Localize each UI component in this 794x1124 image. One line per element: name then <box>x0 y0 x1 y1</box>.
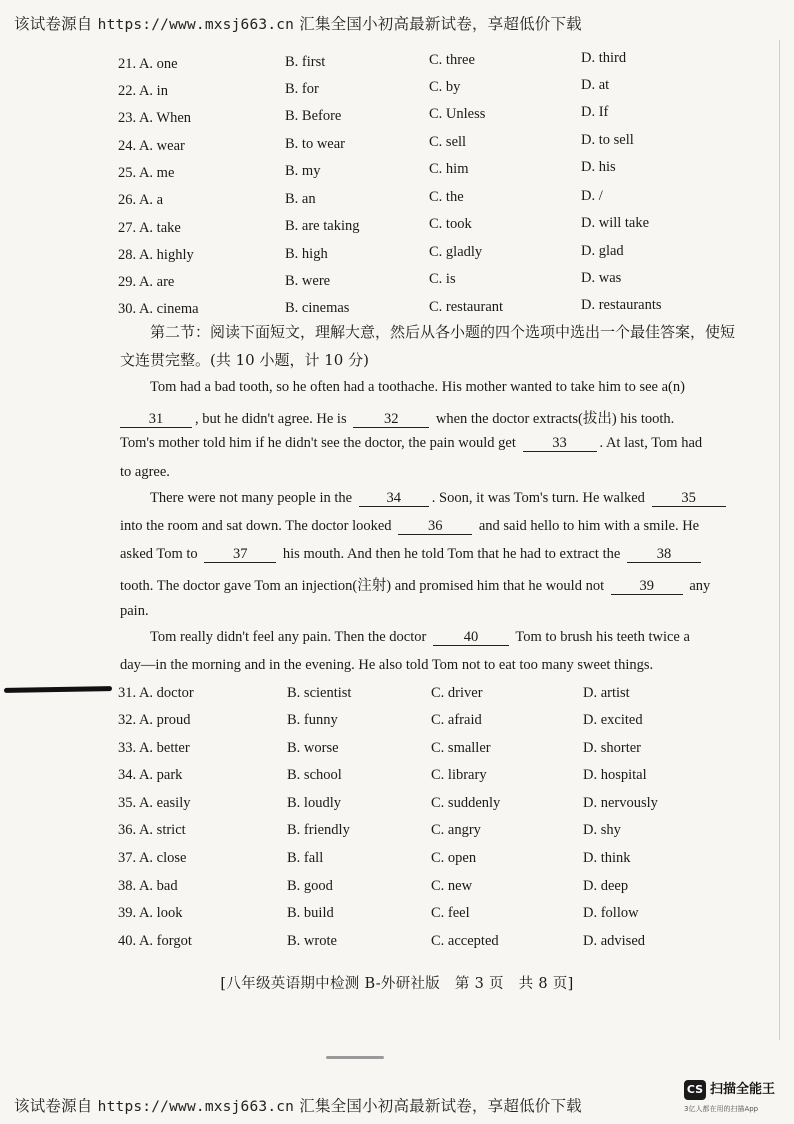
passage-text: . At last, Tom had <box>599 435 703 451</box>
watermark-suffix: 汇集全国小初高最新试卷，享超低价下载 <box>299 15 582 33</box>
option-row <box>0 878 794 900</box>
option-a: 24. A. wear <box>118 138 185 154</box>
option-b: B. build <box>287 905 334 921</box>
passage-text: Tom had a bad tooth, so he often had a toothache. His mother wanted to take him to see a(n) <box>150 379 685 395</box>
page-footer: [八年级英语期中检测 B-外研社版 第 3 页 共 8 页] <box>220 976 574 992</box>
option-d: D. hospital <box>583 767 647 783</box>
option-c: C. sell <box>429 134 467 150</box>
option-a: 26. A. a <box>118 192 164 208</box>
passage-text: asked Tom to <box>120 546 198 562</box>
passage-text: Tom really didn't feel any pain. Then the doctor <box>150 629 427 645</box>
option-c: C. the <box>429 189 464 205</box>
passage-line <box>150 490 729 512</box>
blank-32[interactable]: 32 <box>353 411 429 428</box>
option-a: 32. A. proud <box>118 712 191 728</box>
watermark-suffix: 汇集全国小初高最新试卷，享超低价下载 <box>299 1097 582 1115</box>
option-a: 39. A. look <box>118 905 183 921</box>
option-c: C. suddenly <box>431 795 501 811</box>
option-a: 28. A. highly <box>118 247 194 263</box>
passage-line <box>120 464 170 486</box>
passage-line <box>120 603 149 625</box>
watermark-top <box>14 12 582 34</box>
blank-38[interactable]: 38 <box>627 546 701 563</box>
watermark-bottom <box>14 1094 582 1116</box>
option-row <box>0 77 794 102</box>
option-c: C. accepted <box>431 933 499 949</box>
option-row <box>0 217 794 239</box>
section-heading <box>120 318 750 374</box>
option-b: B. for <box>285 81 319 97</box>
option-b: B. cinemas <box>285 300 350 316</box>
passage-text: when the doctor extracts(拔出) his tooth. <box>435 411 675 427</box>
section-heading-line2: 文连贯完整。(共 10 小题，计 10 分) <box>120 351 369 369</box>
passage-text: There were not many people in the <box>150 490 353 506</box>
option-b: B. wrote <box>287 933 337 949</box>
option-row <box>0 272 794 294</box>
passage-text: tooth. The doctor gave Tom an injection(注射) and promised him that he would not <box>120 578 605 594</box>
option-d: D. nervously <box>583 795 658 811</box>
option-row <box>0 245 794 267</box>
option-row <box>0 685 794 707</box>
option-b: B. are taking <box>285 218 360 234</box>
option-row <box>0 52 794 74</box>
option-c: C. new <box>431 878 473 894</box>
option-a: 29. A. are <box>118 274 175 290</box>
watermark-prefix: 该试卷源自 <box>14 1097 93 1115</box>
option-b: B. loudly <box>287 795 341 811</box>
option-d: D. his <box>581 159 616 175</box>
passage-text: to agree. <box>120 464 170 480</box>
passage-line <box>120 518 699 540</box>
option-row <box>0 822 794 844</box>
camscanner-icon: CS <box>684 1080 706 1100</box>
option-c: C. Unless <box>429 106 486 122</box>
option-b: B. worse <box>287 740 339 756</box>
passage-line <box>150 379 685 401</box>
option-b: B. funny <box>287 712 338 728</box>
passage-text: , but he didn't agree. He is <box>195 411 347 427</box>
option-a: 21. A. one <box>118 56 178 72</box>
option-d: D. third <box>581 50 627 66</box>
option-c: C. driver <box>431 685 483 701</box>
option-c: C. smaller <box>431 740 491 756</box>
option-row <box>0 767 794 789</box>
option-a: 23. A. When <box>118 110 192 126</box>
blank-37[interactable]: 37 <box>204 546 276 563</box>
blank-36[interactable]: 36 <box>398 518 472 535</box>
blank-31[interactable]: 31 <box>120 411 192 428</box>
watermark-url[interactable]: https://www.mxsj663.cn <box>97 17 295 33</box>
passage-line <box>120 574 710 596</box>
option-d: D. / <box>581 188 603 204</box>
option-d: D. think <box>583 850 631 866</box>
option-a: 25. A. me <box>118 165 175 181</box>
option-a: 33. A. better <box>118 740 190 756</box>
option-d: D. will take <box>581 215 650 231</box>
option-c: C. afraid <box>431 712 482 728</box>
option-b: B. my <box>285 163 321 179</box>
watermark-prefix: 该试卷源自 <box>14 15 93 33</box>
passage-text: pain. <box>120 603 149 619</box>
option-d: D. advised <box>583 933 646 949</box>
option-a: 27. A. take <box>118 220 181 236</box>
blank-39[interactable]: 39 <box>611 578 683 595</box>
option-c: C. library <box>431 767 487 783</box>
option-c: C. is <box>429 271 456 287</box>
passage-line <box>120 407 674 429</box>
passage-line <box>120 546 704 568</box>
option-a: 37. A. close <box>118 850 187 866</box>
option-c: C. three <box>429 52 475 68</box>
option-d: D. excited <box>583 712 643 728</box>
option-a: 34. A. park <box>118 767 183 783</box>
option-b: B. good <box>287 878 333 894</box>
option-row <box>0 933 794 955</box>
blank-33[interactable]: 33 <box>523 435 597 452</box>
option-row <box>0 712 794 734</box>
option-b: B. friendly <box>287 822 350 838</box>
option-b: B. to wear <box>285 136 345 152</box>
option-d: D. shy <box>583 822 621 838</box>
option-c: C. him <box>429 161 469 177</box>
option-a: 35. A. easily <box>118 795 191 811</box>
passage-text: and said hello to him with a smile. He <box>478 518 700 534</box>
option-d: D. deep <box>583 878 629 894</box>
option-a: 22. A. in <box>118 83 168 99</box>
passage-text: into the room and sat down. The doctor looked <box>120 518 392 534</box>
option-d: D. restaurants <box>581 297 662 313</box>
option-d: D. follow <box>583 905 639 921</box>
option-a: 38. A. bad <box>118 878 178 894</box>
section-heading-line1: 第二节：阅读下面短文，理解大意，然后从各小题的四个选项中选出一个最佳答案，使短 <box>150 323 736 341</box>
option-d: D. shorter <box>583 740 641 756</box>
option-row <box>0 132 794 157</box>
option-b: B. school <box>287 767 342 783</box>
option-c: C. open <box>431 850 477 866</box>
scan-smudge <box>326 1056 384 1059</box>
option-d: D. at <box>581 77 610 93</box>
option-row <box>0 850 794 872</box>
option-b: B. high <box>285 246 328 262</box>
option-a: 36. A. strict <box>118 822 186 838</box>
option-c: C. feel <box>431 905 470 921</box>
blank-35[interactable]: 35 <box>652 490 726 507</box>
option-c: C. took <box>429 216 472 232</box>
option-row <box>0 905 794 927</box>
passage-text: any <box>689 578 711 594</box>
passage-line <box>120 435 702 457</box>
option-d: D. to sell <box>581 132 634 148</box>
option-c: C. restaurant <box>429 299 504 315</box>
option-row <box>0 190 794 212</box>
passage-text: . Soon, it was Tom's turn. He walked <box>431 490 645 506</box>
option-row <box>0 740 794 762</box>
option-d: D. If <box>581 104 609 120</box>
passage-text: his mouth. And then he told Tom that he had to extract the <box>282 546 621 562</box>
option-d: D. artist <box>583 685 630 701</box>
passage-line <box>150 629 690 651</box>
option-a: 31. A. doctor <box>118 685 194 701</box>
option-b: B. were <box>285 273 331 289</box>
option-b: B. an <box>285 191 316 207</box>
option-c: C. angry <box>431 822 481 838</box>
option-a: 30. A. cinema <box>118 301 199 317</box>
passage-text: Tom to brush his teeth twice a <box>515 629 690 645</box>
camscanner-tagline: 3亿人都在用的扫描App <box>684 1105 759 1113</box>
option-b: B. fall <box>287 850 324 866</box>
watermark-url[interactable]: https://www.mxsj663.cn <box>97 1099 295 1115</box>
option-d: D. was <box>581 270 622 286</box>
option-b: B. Before <box>285 108 342 124</box>
passage-text: day—in the morning and in the evening. He also told Tom not to eat too many sweet things. <box>120 657 654 673</box>
option-row <box>0 159 794 184</box>
option-b: B. scientist <box>287 685 352 701</box>
camscanner-name: 扫描全能王 <box>710 1082 776 1097</box>
option-row <box>0 795 794 817</box>
blank-40[interactable]: 40 <box>433 629 509 646</box>
passage-text: Tom's mother told him if he didn't see the doctor, the pain would get <box>120 435 516 451</box>
blank-34[interactable]: 34 <box>359 490 429 507</box>
option-a: 40. A. forgot <box>118 933 192 949</box>
option-d: D. glad <box>581 243 624 259</box>
camscanner-logo <box>684 1080 794 1120</box>
option-c: C. by <box>429 79 461 95</box>
passage-line <box>120 657 653 679</box>
option-c: C. gladly <box>429 244 483 260</box>
option-row <box>0 104 794 129</box>
option-b: B. first <box>285 54 326 70</box>
